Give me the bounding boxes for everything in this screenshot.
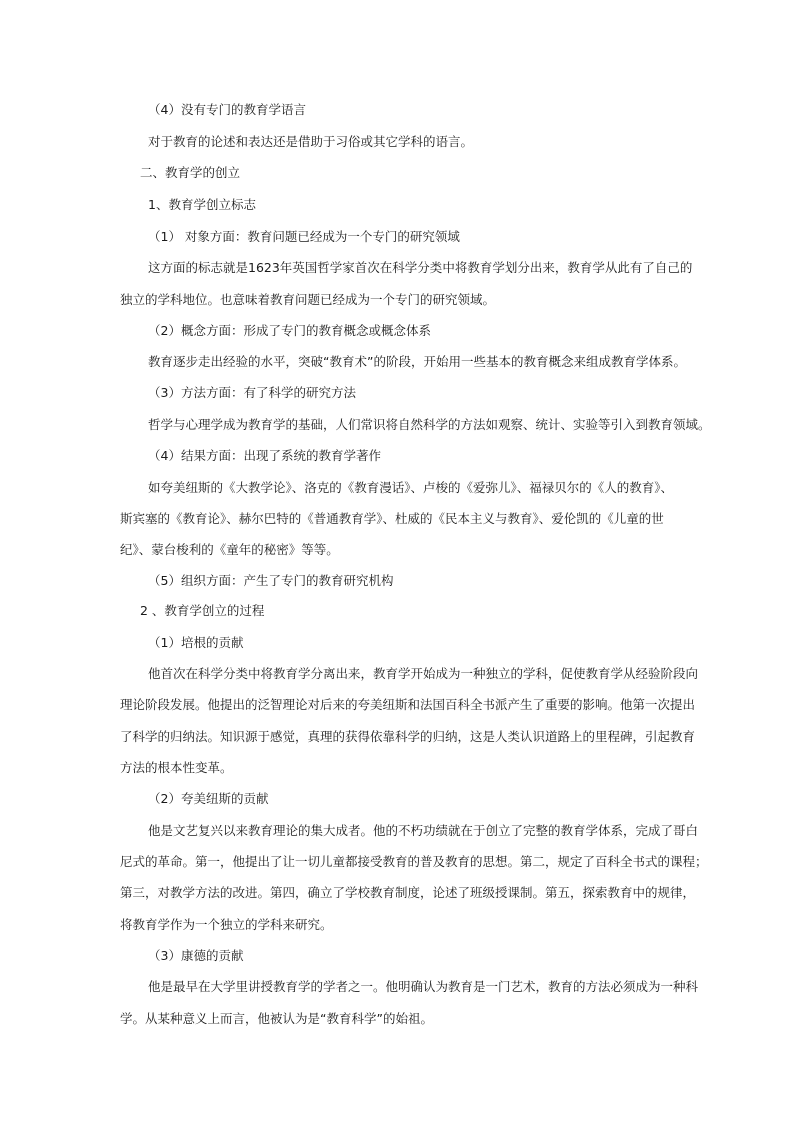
heading-bacon: （1）培根的贡献 [148, 635, 244, 650]
paragraph-kant-line-2: 学。从某种意义上而言，他被认为是“教育科学”的始祖。 [120, 1011, 433, 1026]
heading-method-aspect: （3）方法方面：有了科学的研究方法 [148, 385, 356, 400]
heading-kant: （3）康德的贡献 [148, 948, 244, 963]
heading-comenius: （2）夸美纽斯的贡献 [148, 791, 269, 806]
paragraph-comenius-line-4: 将教育学作为一个独立的学科来研究。 [120, 917, 333, 932]
paragraph-method: 哲学与心理学成为教育学的基础，人们常识将自然科学的方法如观察、统计、实验等引入到教育领域。 [148, 417, 711, 432]
paragraph-bacon-line-1: 他首次在科学分类中将教育学分离出来，教育学开始成为一种独立的学科，促使教育学从经验阶段向 [148, 666, 699, 681]
heading-result-aspect: （4）结果方面：出现了系统的教育学著作 [148, 448, 381, 463]
paragraph-object-line-2: 独立的学科地位。也意味着教育问题已经成为一个专门的研究领域。 [120, 292, 496, 307]
paragraph-comenius-line-3: 第三，对教学方法的改进。第四，确立了学校教育制度，论述了班级授课制。第五，探索教育中的规律， [120, 885, 696, 900]
paragraph-comenius-line-1: 他是文艺复兴以来教育理论的集大成者。他的不朽功绩就在于创立了完整的教育学体系，完成了哥白 [148, 823, 699, 838]
subsection-heading-markers: 1、教育学创立标志 [148, 197, 256, 212]
paragraph-bacon-line-4: 方法的根本性变革。 [120, 760, 233, 775]
paragraph-language: 对于教育的论述和表达还是借助于习俗或其它学科的语言。 [148, 134, 474, 149]
paragraph-works-line-1: 如夸美纽斯的《大教学论》、洛克的《教育漫话》、卢梭的《爱弥儿》、福禄贝尔的《人的教育》、 [148, 480, 674, 495]
subsection-heading-process: 2 、教育学创立的过程 [140, 603, 265, 618]
heading-no-language: （4）没有专门的教育学语言 [148, 102, 306, 117]
paragraph-works-line-3: 纪》、蒙台梭利的《童年的秘密》等等。 [120, 542, 339, 557]
paragraph-bacon-line-2: 理论阶段发展。他提出的泛智理论对后来的夸美纽斯和法国百科全书派产生了重要的影响。他第一次提出 [120, 697, 696, 712]
paragraph-works-line-2: 斯宾塞的《教育论》、赫尔巴特的《普通教育学》、杜威的《民本主义与教育》、爱伦凯的《儿童的世 [120, 511, 664, 526]
paragraph-bacon-line-3: 了科学的归纳法。知识源于感觉，真理的获得依靠科学的归纳，这是人类认识道路上的里程碑，引起教育 [120, 729, 696, 744]
paragraph-kant-line-1: 他是最早在大学里讲授教育学的学者之一。他明确认为教育是一门艺术，教育的方法必须成为一种科 [148, 979, 699, 994]
paragraph-comenius-line-2: 尼式的革命。第一，他提出了让一切儿童都接受教育的普及教育的思想。第二，规定了百科全书式的课程； [120, 854, 708, 869]
paragraph-object-line-1: 这方面的标志就是1623年英国哲学家首次在科学分类中将教育学划分出来，教育学从此有了自己的 [148, 260, 693, 275]
paragraph-concept: 教育逐步走出经验的水平，突破“教育术”的阶段，开始用一些基本的教育概念来组成教育学体系。 [148, 354, 686, 369]
section-heading-founding: 二、教育学的创立 [140, 165, 241, 180]
heading-organization-aspect: （5）组织方面：产生了专门的教育研究机构 [148, 573, 394, 588]
heading-concept-aspect: （2）概念方面：形成了专门的教育概念或概念体系 [148, 323, 431, 338]
heading-object-aspect: （1） 对象方面：教育问题已经成为一个专门的研究领域 [148, 229, 460, 244]
